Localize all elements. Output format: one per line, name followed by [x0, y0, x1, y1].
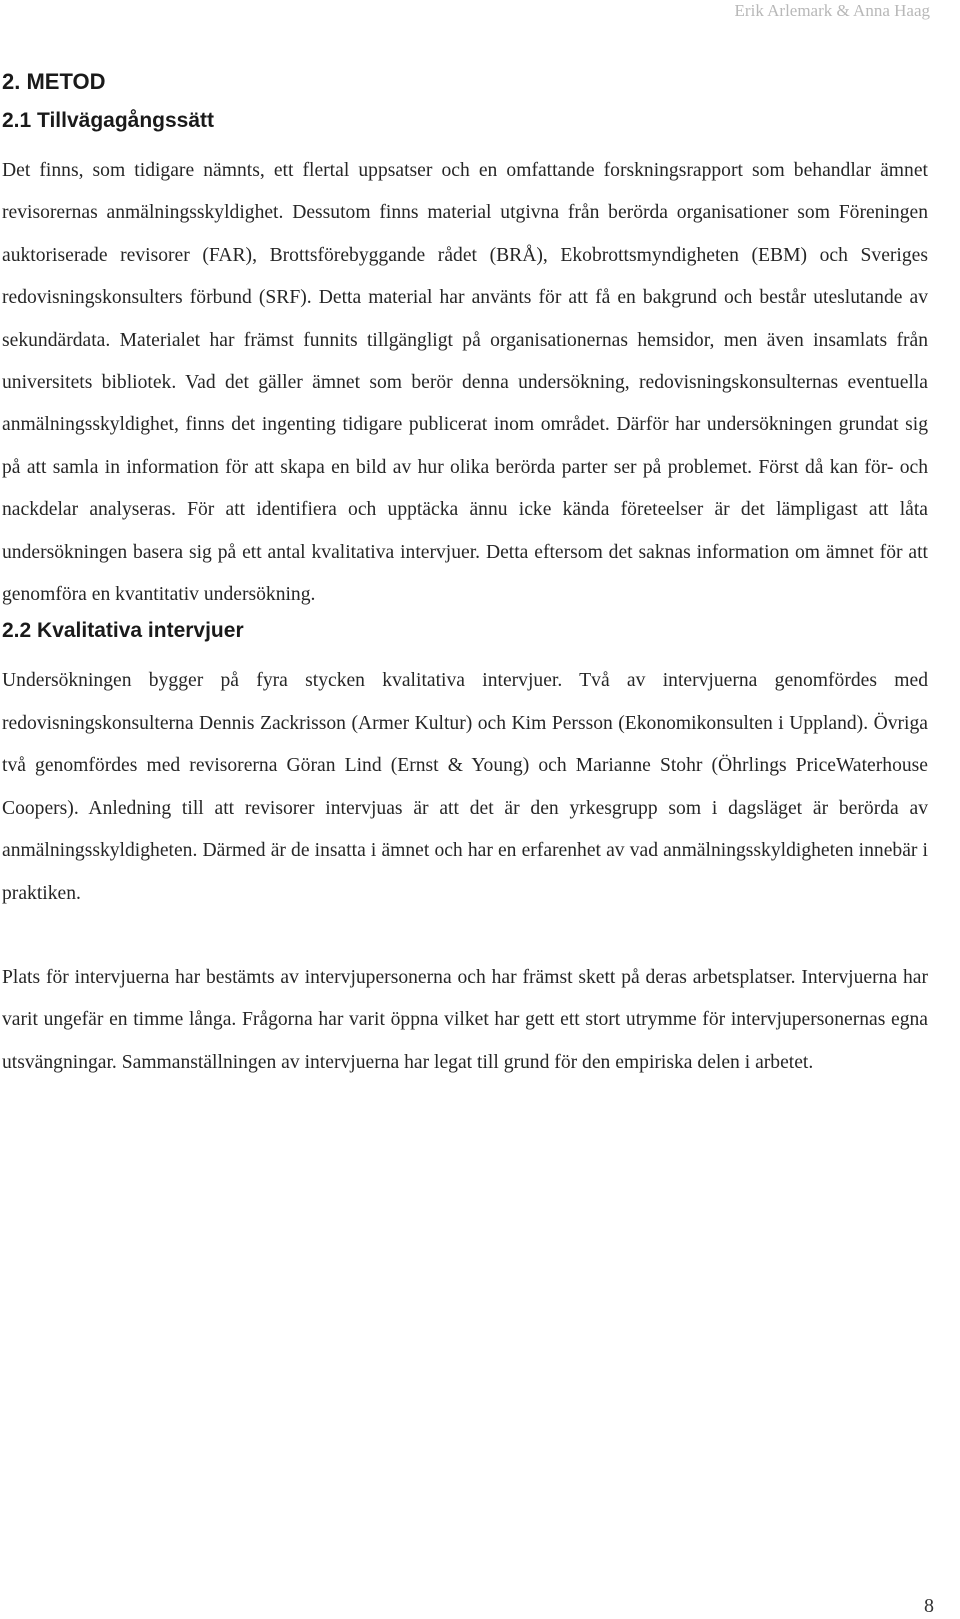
- paragraph: Plats för intervjuerna har bestämts av intervjupersonerna och har främst skett på deras arbetsplatser. Intervjuerna har varit ungefär en timme långa. Frågorna har varit öppna vilket har gett ett stort utrymme för intervjupersonernas egna utsvängningar. Sammanställningen av intervjuerna har legat till grund för den empiriska delen i arbetet.: [2, 966, 928, 1073]
- chapter-title: 2. METOD: [2, 69, 106, 94]
- paragraph: Det finns, som tidigare nämnts, ett flertal uppsatser och en omfattande forskningsrapport som behandlar ämnet revisorernas anmälningsskyldighet. Dessutom finns material utgivna från berörda organisationer som Föreningen auktoriserade revisorer (FAR), Brottsförebyggande rådet (BRÅ), Ekobrottsmyndigheten (EBM) och Sveriges redovisningskonsulters förbund (SRF). Detta material har använts för att få en bakgrund och består uteslutande av sekundärdata. Materialet har främst funnits tillgängligt på organisationernas hemsidor, men även insamlats från universitets bibliotek. Vad det gäller ämnet som berör denna undersökning, redovisningskonsulternas eventuella anmälningsskyldighet, finns det ingenting tidigare publicerat inom området. Därför har undersökningen grundat sig på att samla in information för att skapa en bild av hur olika berörda parter ser på problemet. Först då kan för- och nackdelar analyseras. För att identifiera och upptäcka ännu icke kända företeelser är det lämpligast att låta undersökningen basera sig på ett antal kvalitativa intervjuer. Detta eftersom det saknas information om ämnet för att genomföra en kvantitativ undersökning.: [2, 160, 928, 606]
- paragraph: Undersökningen bygger på fyra stycken kvalitativa intervjuer. Två av intervjuerna genomfördes med redovisningskonsulterna Dennis Zackrisson (Armer Kultur) och Kim Persson (Ekonomikonsulten i Uppland). Övriga två genomfördes med revisorerna Göran Lind (Ernst & Young) och Marianne Stohr (Öhrlings PriceWaterhouse Coopers). Anledning till att revisorer intervjuas är att det är den yrkesgrupp som i dagsläget är berörda av anmälningsskyldigheten. Därmed är de insatta i ämnet och har en erfarenhet av vad anmälningsskyldigheten innebär i praktiken.: [2, 670, 928, 904]
- section-heading-tillvagagangssatt: 2.1 Tillvägagångssätt: [2, 109, 215, 132]
- running-header-authors: Erik Arlemark & Anna Haag: [734, 1, 930, 20]
- section-heading-kvalitativa-intervjuer: 2.2 Kvalitativa intervjuer: [2, 619, 244, 643]
- page-content: [2, 64, 928, 1084]
- page-number: 8: [924, 1595, 934, 1617]
